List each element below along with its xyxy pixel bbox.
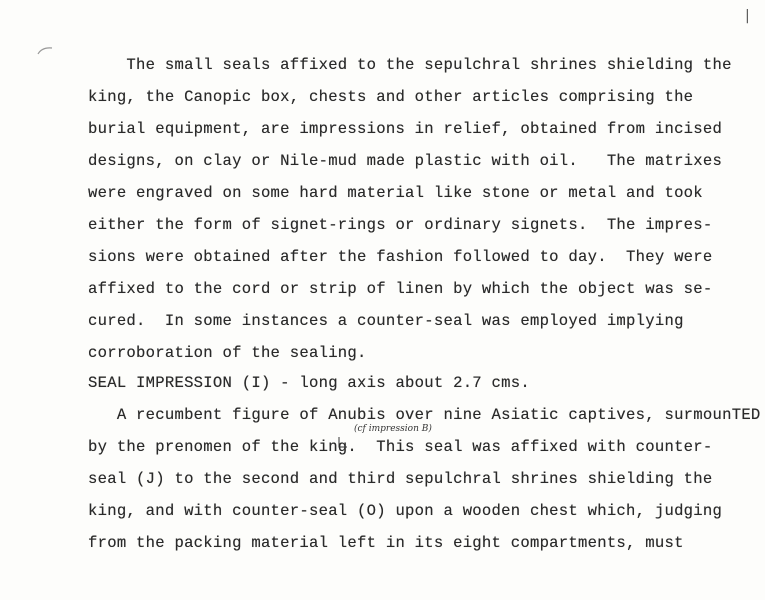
- text-line: affixed to the cord or strip of linen by which the object was se-: [88, 280, 713, 298]
- text-line: A recumbent figure of Anubis over nine Asiatic captives, surmounTED: [88, 406, 761, 424]
- insertion-caret: [336, 436, 352, 450]
- text-line: king, and with counter-seal (O) upon a wooden chest which, judging: [88, 502, 723, 520]
- text-line: from the packing material left in its eight compartments, must: [88, 534, 684, 552]
- text-line: seal (J) to the second and third sepulchral shrines shielding the: [88, 470, 713, 488]
- text-line: either the form of signet-rings or ordinary signets. The impres-: [88, 216, 713, 234]
- text-line: were engraved on some hard material like stone or metal and took: [88, 184, 703, 202]
- text-line: cured. In some instances a counter-seal was employed implying: [88, 312, 684, 330]
- section-heading: SEAL IMPRESSION (I) - long axis about 2.7 cms.: [88, 374, 530, 392]
- text-line: by the prenomen of the king. This seal was affixed with counter-: [88, 438, 713, 456]
- corner-pencil-mark: [36, 44, 56, 58]
- handwritten-annotation: (cf impression B): [354, 424, 432, 434]
- text-line: king, the Canopic box, chests and other articles comprising the: [88, 88, 694, 106]
- text-line: sions were obtained after the fashion followed to day. They were: [88, 248, 713, 266]
- text-line: designs, on clay or Nile-mud made plastic with oil. The matrixes: [88, 152, 723, 170]
- text-line: corroboration of the sealing.: [88, 344, 367, 362]
- text-line: burial equipment, are impressions in relief, obtained from incised: [88, 120, 723, 138]
- page-corner-mark: |: [745, 8, 750, 24]
- text-line: The small seals affixed to the sepulchral shrines shielding the: [88, 56, 732, 74]
